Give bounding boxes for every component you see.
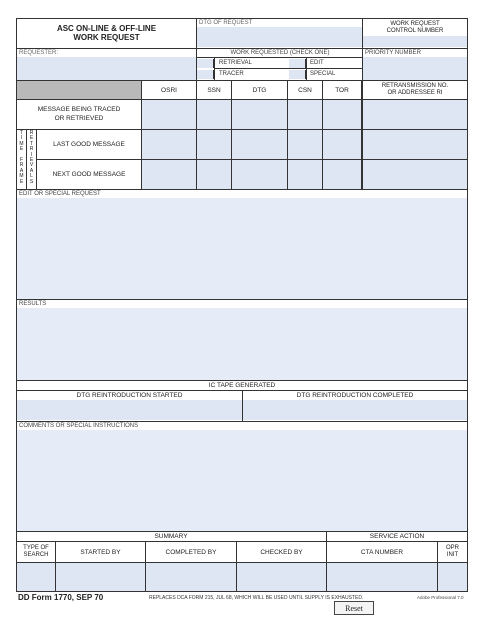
retrievals-vertical-label: R E T R I E V A L S xyxy=(29,130,34,185)
grey-header-cell xyxy=(17,81,141,99)
type-of-search-field[interactable] xyxy=(17,563,55,591)
opr-init-header xyxy=(438,542,467,562)
msg-traced-dtg[interactable] xyxy=(232,100,287,129)
msg-traced-label xyxy=(17,100,141,129)
col-dtg: DTG xyxy=(252,86,267,94)
retrieval-checkbox[interactable] xyxy=(197,59,214,68)
completed-by-field[interactable] xyxy=(146,563,236,591)
edit-special-request-field[interactable] xyxy=(17,198,467,299)
control-number-line2: CONTROL NUMBER xyxy=(386,28,444,34)
next-good-message-label: NEXT GOOD MESSAGE xyxy=(52,171,126,178)
results-label: RESULTS xyxy=(19,301,47,307)
form-title xyxy=(17,19,196,47)
dtg-of-request-field[interactable] xyxy=(197,27,362,47)
last-good-tor[interactable] xyxy=(323,130,361,159)
priority-number-label: PRIORITY NUMBER xyxy=(365,50,421,56)
msg-traced-csn[interactable] xyxy=(288,100,322,129)
col-tor: TOR xyxy=(335,86,349,94)
msg-traced-line2: OR RETRIEVED xyxy=(54,114,104,122)
next-good-osri[interactable] xyxy=(142,160,196,189)
last-good-ssn[interactable] xyxy=(197,130,231,159)
cta-number-header: CTA NUMBER xyxy=(360,548,404,556)
results-field[interactable] xyxy=(17,308,467,380)
time-frame-vertical-label: T I M E F R A M E xyxy=(19,130,24,185)
requester-field[interactable] xyxy=(17,57,196,80)
msg-traced-line1: MESSAGE BEING TRACED xyxy=(37,106,121,113)
requester-label: REQUESTER: xyxy=(19,50,59,56)
type-of-search-header xyxy=(17,542,55,562)
opr-init-field[interactable] xyxy=(438,563,467,591)
last-good-osri[interactable] xyxy=(142,130,196,159)
col-ssn: SSN xyxy=(207,86,221,94)
opr-init-line1: OPR xyxy=(445,545,459,551)
last-good-dtg[interactable] xyxy=(232,130,287,159)
retrieval-label: RETRIEVAL xyxy=(219,60,252,66)
next-good-ssn[interactable] xyxy=(197,160,231,189)
msg-traced-osri[interactable] xyxy=(142,100,196,129)
tracer-checkbox[interactable] xyxy=(197,70,214,79)
adobe-note: Adobe Professional 7.0 xyxy=(417,595,464,600)
cta-number-field[interactable] xyxy=(327,563,437,591)
special-checkbox[interactable] xyxy=(289,70,306,79)
col-csn: CSN xyxy=(298,86,312,94)
dtg-reintro-completed-field[interactable] xyxy=(243,400,467,420)
service-action-label: SERVICE ACTION xyxy=(369,533,425,540)
dtg-reintro-started-label: DTG REINTRODUCTION STARTED xyxy=(76,392,183,399)
col-retransmission xyxy=(363,81,467,99)
next-good-tor[interactable] xyxy=(323,160,361,189)
col-osri: OSRI xyxy=(161,86,177,94)
col-retransmission-line2: OR ADDRESSEE RI xyxy=(387,90,443,96)
summary-label: SUMMARY xyxy=(154,533,188,540)
next-good-retrans[interactable] xyxy=(363,160,467,189)
checked-by-header: CHECKED BY xyxy=(260,548,303,556)
checked-by-field[interactable] xyxy=(237,563,326,591)
comments-label: COMMENTS OR SPECIAL INSTRUCTIONS xyxy=(19,423,139,429)
dtg-of-request-label: DTG OF REQUEST xyxy=(199,20,253,26)
form-id: DD Form 1770, SEP 70 xyxy=(18,593,104,602)
dtg-reintro-started-field[interactable] xyxy=(17,400,242,420)
form-title-line2: WORK REQUEST xyxy=(73,33,140,42)
replaces-note: REPLACES DCA FORM 215, JUL 68, WHICH WILL BE USED UNTIL SUPPLY IS EXHAUSTED. xyxy=(149,595,364,601)
next-good-csn[interactable] xyxy=(288,160,322,189)
opr-init-line2: INIT xyxy=(446,552,459,558)
tracer-label: TRACER xyxy=(219,71,244,77)
ic-tape-generated-label: IC TAPE GENERATED xyxy=(208,382,276,389)
msg-traced-ssn[interactable] xyxy=(197,100,231,129)
edit-special-request-label: EDIT OR SPECIAL REQUEST xyxy=(19,191,101,197)
started-by-field[interactable] xyxy=(56,563,145,591)
last-good-retrans[interactable] xyxy=(363,130,467,159)
last-good-csn[interactable] xyxy=(288,130,322,159)
col-retransmission-line1: RETRANSMISSION NO. xyxy=(381,83,449,89)
reset-button[interactable]: Reset xyxy=(334,601,374,615)
control-number-label xyxy=(363,20,467,36)
control-number-field[interactable] xyxy=(363,36,467,47)
next-good-dtg[interactable] xyxy=(232,160,287,189)
msg-traced-tor[interactable] xyxy=(323,100,361,129)
type-of-search-line1: TYPE OF xyxy=(23,545,49,551)
edit-checkbox[interactable] xyxy=(289,59,306,68)
last-good-message-label: LAST GOOD MESSAGE xyxy=(53,141,125,148)
completed-by-header: COMPLETED BY xyxy=(165,548,217,556)
comments-field[interactable] xyxy=(17,430,467,531)
msg-traced-retrans[interactable] xyxy=(363,100,467,129)
edit-label: EDIT xyxy=(310,60,324,66)
type-of-search-line2: SEARCH xyxy=(23,552,49,558)
started-by-header: STARTED BY xyxy=(80,548,121,556)
work-requested-label: WORK REQUESTED (CHECK ONE) xyxy=(230,50,330,56)
special-label: SPECIAL xyxy=(310,71,336,77)
dtg-reintro-completed-label: DTG REINTRODUCTION COMPLETED xyxy=(296,392,414,399)
form-title-line1: ASC ON-LINE & OFF-LINE xyxy=(56,23,157,33)
priority-number-field[interactable] xyxy=(363,57,467,80)
control-number-line1: WORK REQUEST xyxy=(390,21,440,27)
